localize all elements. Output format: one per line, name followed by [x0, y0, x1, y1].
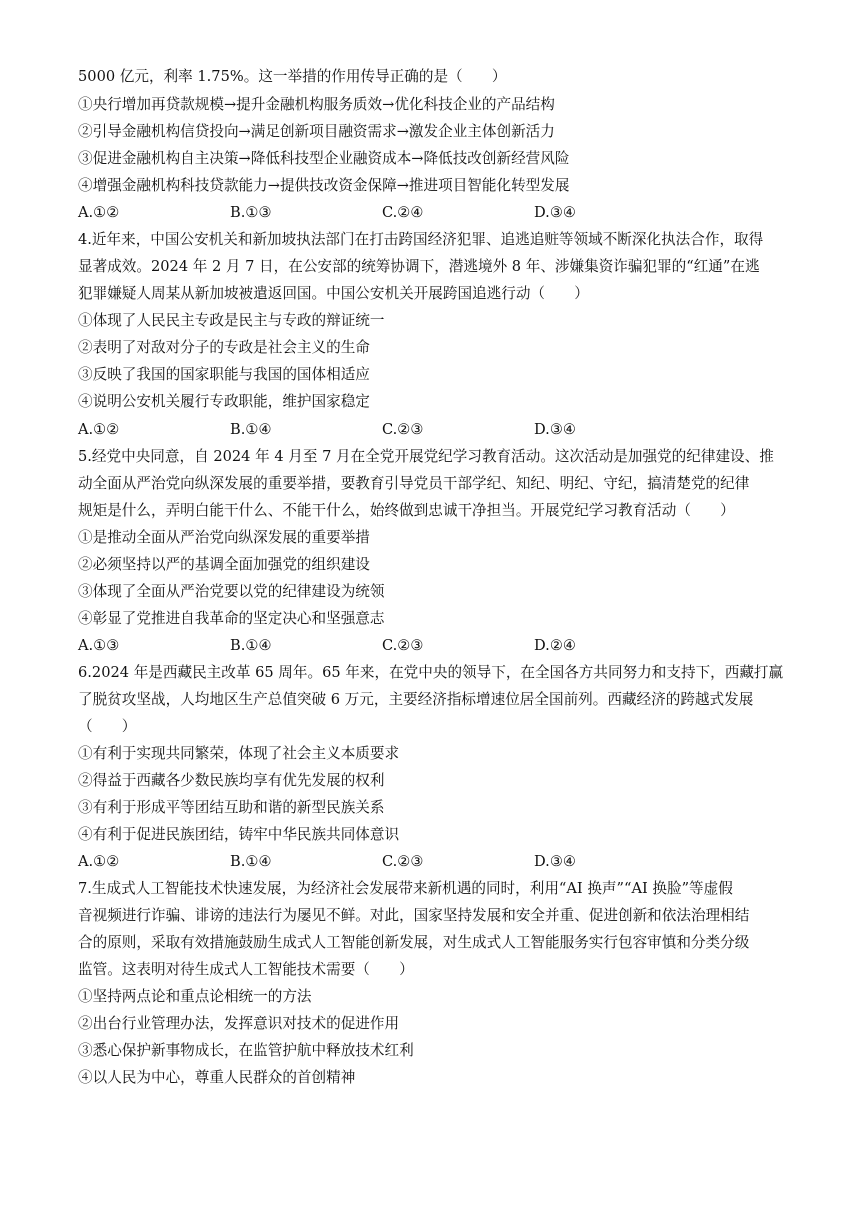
q5-option-c[interactable]: C.②③ [382, 637, 424, 654]
q4-item-1: ①体现了人民民主专政是民主与专政的辩证统一 [78, 312, 385, 329]
q4-stem-line-2: 显著成效。2024 年 2 月 7 日，在公安部的统筹协调下，潜逃境外 8 年、涉嫌集资诈骗犯罪的“红通”在逃 [78, 258, 760, 275]
q5-stem-line-3: 规矩是什么，弄明白能干什么、不能干什么，始终做到忠诚干净担当。开展党纪学习教育活动（ ） [78, 502, 735, 519]
q7-item-2: ②出台行业管理办法，发挥意识对技术的促进作用 [78, 1015, 400, 1032]
q5-stem-line-2: 动全面从严治党向纵深发展的重要举措，要教育引导党员干部学纪、知纪、明纪、守纪，搞清楚党的纪律 [78, 475, 750, 492]
q6-option-d[interactable]: D.③④ [534, 853, 576, 870]
q7-item-4: ④以人民为中心，尊重人民群众的首创精神 [78, 1069, 356, 1086]
q4-option-a[interactable]: A.①② [78, 421, 120, 438]
q6-option-c[interactable]: C.②③ [382, 853, 424, 870]
q6-stem-line-2: 了脱贫攻坚战，人均地区生产总值突破 6 万元，主要经济指标增速位居全国前列。西藏经济的跨越式发展 [78, 691, 754, 708]
q5-stem-line-1: 5.经党中央同意，自 2024 年 4 月至 7 月在全党开展党纪学习教育活动。这次活动是加强党的纪律建设、推 [78, 448, 774, 465]
q7-stem-line-2: 音视频进行诈骗、诽谤的违法行为屡见不鲜。对此，国家坚持发展和安全并重、促进创新和依法治理相结 [78, 907, 750, 924]
q5-option-a[interactable]: A.①③ [78, 637, 120, 654]
q6-option-b[interactable]: B.①④ [230, 853, 272, 870]
q7-stem-line-4: 监管。这表明对待生成式人工智能技术需要（ ） [78, 961, 414, 978]
q4-item-3: ③反映了我国的国家职能与我国的国体相适应 [78, 366, 370, 383]
q7-item-1: ①坚持两点论和重点论相统一的方法 [78, 988, 312, 1005]
q4-stem-line-1: 4.近年来，中国公安机关和新加坡执法部门在打击跨国经济犯罪、追逃追赃等领域不断深化执法合作，取得 [78, 231, 764, 248]
q3-option-a[interactable]: A.①② [78, 204, 120, 221]
q4-option-d[interactable]: D.③④ [534, 421, 576, 438]
q3-stem: 5000 亿元，利率 1.75%。这一举措的作用传导正确的是（ ） [78, 68, 507, 85]
q5-option-d[interactable]: D.②④ [534, 637, 576, 654]
q5-item-2: ②必须坚持以严的基调全面加强党的组织建设 [78, 556, 370, 573]
q3-item-3: ③促进金融机构自主决策→降低科技型企业融资成本→降低技改创新经营风险 [78, 150, 570, 167]
q4-stem-line-3: 犯罪嫌疑人周某从新加坡被遣返回国。中国公安机关开展跨国追逃行动（ ） [78, 285, 589, 302]
q3-option-c[interactable]: C.②④ [382, 204, 424, 221]
q5-option-b[interactable]: B.①④ [230, 637, 272, 654]
q3-option-b[interactable]: B.①③ [230, 204, 272, 221]
q6-option-a[interactable]: A.①② [78, 853, 120, 870]
q4-item-2: ②表明了对敌对分子的专政是社会主义的生命 [78, 339, 370, 356]
q6-item-4: ④有利于促进民族团结，铸牢中华民族共同体意识 [78, 826, 400, 843]
q4-item-4: ④说明公安机关履行专政职能，维护国家稳定 [78, 393, 370, 410]
q6-item-2: ②得益于西藏各少数民族均享有优先发展的权利 [78, 772, 385, 789]
q5-item-3: ③体现了全面从严治党要以党的纪律建设为统领 [78, 583, 385, 600]
q3-item-1: ①央行增加再贷款规模→提升金融机构服务质效→优化科技企业的产品结构 [78, 96, 555, 113]
q5-item-4: ④彰显了党推进自我革命的坚定决心和坚强意志 [78, 610, 385, 627]
q6-stem-line-1: 6.2024 年是西藏民主改革 65 周年。65 年来，在党中央的领导下，在全国各方共同努力和支持下，西藏打赢 [78, 664, 784, 681]
q3-option-d[interactable]: D.③④ [534, 204, 576, 221]
q7-stem-line-1: 7.生成式人工智能技术快速发展，为经济社会发展带来新机遇的同时，利用“AI 换声”“AI 换脸”等虚假 [78, 880, 733, 897]
q5-item-1: ①是推动全面从严治党向纵深发展的重要举措 [78, 529, 370, 546]
q6-stem-line-3: （ ） [78, 718, 137, 735]
q3-item-2: ②引导金融机构信贷投向→满足创新项目融资需求→激发企业主体创新活力 [78, 123, 555, 140]
q6-item-1: ①有利于实现共同繁荣，体现了社会主义本质要求 [78, 745, 400, 762]
q7-item-3: ③悉心保护新事物成长，在监管护航中释放技术红利 [78, 1042, 414, 1059]
q3-item-4: ④增强金融机构科技贷款能力→提供技改资金保障→推进项目智能化转型发展 [78, 177, 570, 194]
q7-stem-line-3: 合的原则，采取有效措施鼓励生成式人工智能创新发展，对生成式人工智能服务实行包容审慎和分类分级 [78, 934, 750, 951]
q6-item-3: ③有利于形成平等团结互助和谐的新型民族关系 [78, 799, 385, 816]
q4-option-c[interactable]: C.②③ [382, 421, 424, 438]
q4-option-b[interactable]: B.①④ [230, 421, 272, 438]
